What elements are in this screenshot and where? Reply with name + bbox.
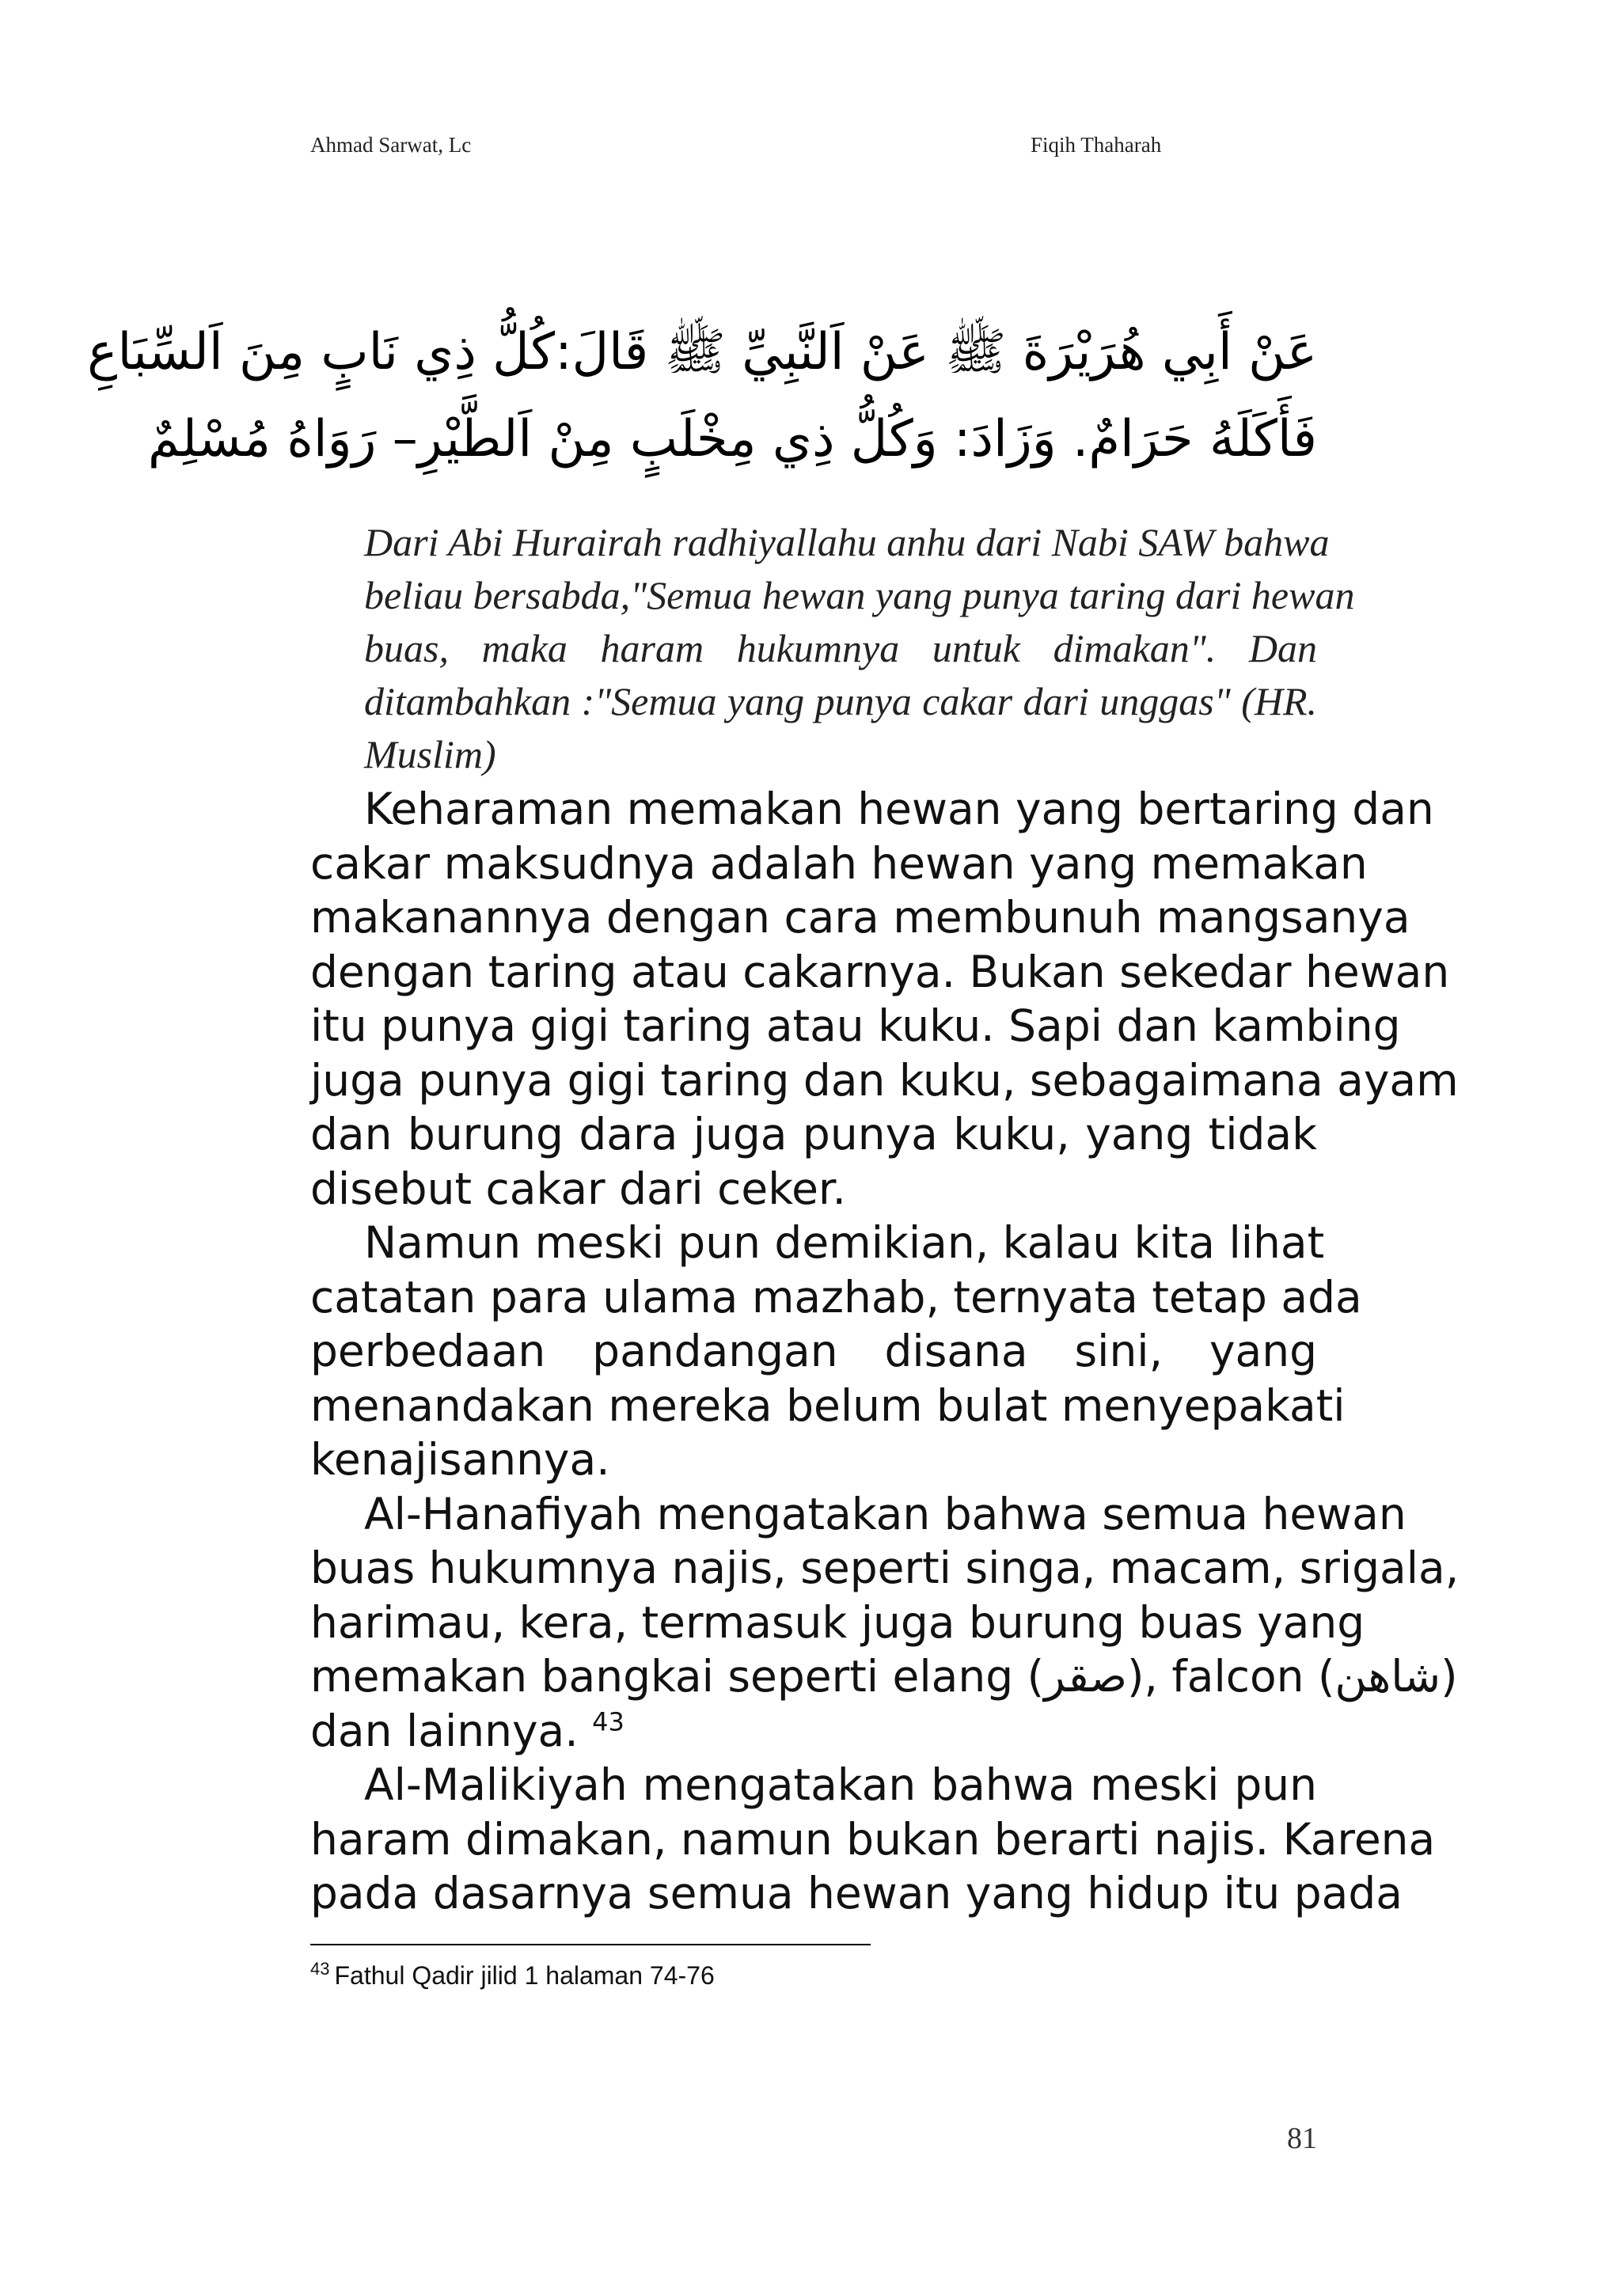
paragraph-line: Namun meski pun demikian, kalau kita lihat <box>364 1217 1325 1268</box>
footnote-text: Fathul Qadir jilid 1 halaman 74-76 <box>334 1961 715 1990</box>
paragraph-3 <box>310 1487 1460 1759</box>
paragraph-line: buas hukumnya najis, seperti singa, macam, srigala, <box>310 1543 1460 1593</box>
paragraph-2 <box>310 1216 1362 1487</box>
footnote-number: 43 <box>310 1959 330 1979</box>
paragraph-1 <box>310 782 1459 1216</box>
header-author: Ahmad Sarwat, Lc <box>310 133 472 157</box>
translation-line: Muslim) <box>364 732 496 776</box>
page-header <box>310 133 1209 165</box>
footnote-reference[interactable]: 43 <box>592 1706 624 1737</box>
footnote-divider <box>310 1944 871 1945</box>
body-text <box>310 782 1460 1921</box>
paragraph-line: menandakan mereka belum bulat menyepakati <box>310 1379 1346 1431</box>
paragraph-line: itu punya gigi taring atau kuku. Sapi dan kambing <box>310 1000 1401 1051</box>
hadith-arabic-line-1: عَنْ أَبِي هُرَيْرَةَ ﷺ عَنْ اَلنَّبِيِّ ﷺ قَالَ:كُلُّ ذِي نَابٍ مِنَ اَلسِّبَاعِ <box>87 323 1317 381</box>
page-number: 81 <box>1287 2122 1317 2155</box>
header-book-title: Fiqih Thaharah <box>1031 133 1162 157</box>
paragraph-line: haram dimakan, namun bukan berarti najis. Karena <box>310 1813 1436 1865</box>
paragraph-line: dengan taring atau cakarnya. Bukan sekedar hewan <box>310 946 1450 997</box>
paragraph-line: cakar maksudnya adalah hewan yang memakan <box>310 837 1368 889</box>
paragraph-line: memakan bangkai seperti elang (صقر), falcon (شاهن) <box>310 1651 1458 1702</box>
translation-line: beliau bersabda,"Semua hewan yang punya taring dari hewan <box>364 573 1355 617</box>
paragraph-4 <box>310 1758 1436 1921</box>
paragraph-line: kenajisannya. <box>310 1434 610 1485</box>
paragraph-line: Keharaman memakan hewan yang bertaring dan <box>364 784 1434 834</box>
paragraph-line-text: dan lainnya. <box>310 1705 579 1756</box>
paragraph-line: harimau, kera, termasuk juga burung buas yang <box>310 1596 1365 1648</box>
paragraph-line: catatan para ulama mazhab, ternyata tetap ada <box>310 1271 1362 1323</box>
translation-line: ditambahkan :"Semua yang punya cakar dari unggas" (HR. <box>364 679 1317 723</box>
translation-line: Dari Abi Hurairah radhiyallahu anhu dari Nabi SAW bahwa <box>364 520 1330 564</box>
paragraph-line: perbedaan pandangan disana sini, yang <box>310 1326 1317 1376</box>
paragraph-line-with-footnote <box>310 1704 1317 1759</box>
paragraph-line: disebut cakar dari ceker. <box>310 1163 846 1214</box>
paragraph-line: dan burung dara juga punya kuku, yang tidak <box>310 1109 1317 1159</box>
translation-line: buas, maka haram hukumnya untuk dimakan". Dan <box>364 626 1317 670</box>
hadith-translation <box>364 516 1355 781</box>
paragraph-line: Al-Malikiyah mengatakan bahwa meski pun <box>364 1759 1317 1810</box>
paragraph-line: makanannya dengan cara membunuh mangsanya <box>310 892 1410 943</box>
paragraph-line: Al-Hanafiyah mengatakan bahwa semua hewan <box>364 1488 1407 1539</box>
hadith-arabic-line-2: فَأَكَلَهُ حَرَامٌ. وَزَادَ: وَكُلُّ ذِي مِخْلَبٍ مِنْ اَلطَّيْرِ– رَوَاهُ مُسْلِمٌ <box>147 410 1317 469</box>
paragraph-line: juga punya gigi taring dan kuku, sebagaimana ayam <box>310 1054 1459 1106</box>
footnote <box>310 1961 1102 1990</box>
paragraph-line: pada dasarnya semua hewan yang hidup itu pada <box>310 1868 1403 1918</box>
